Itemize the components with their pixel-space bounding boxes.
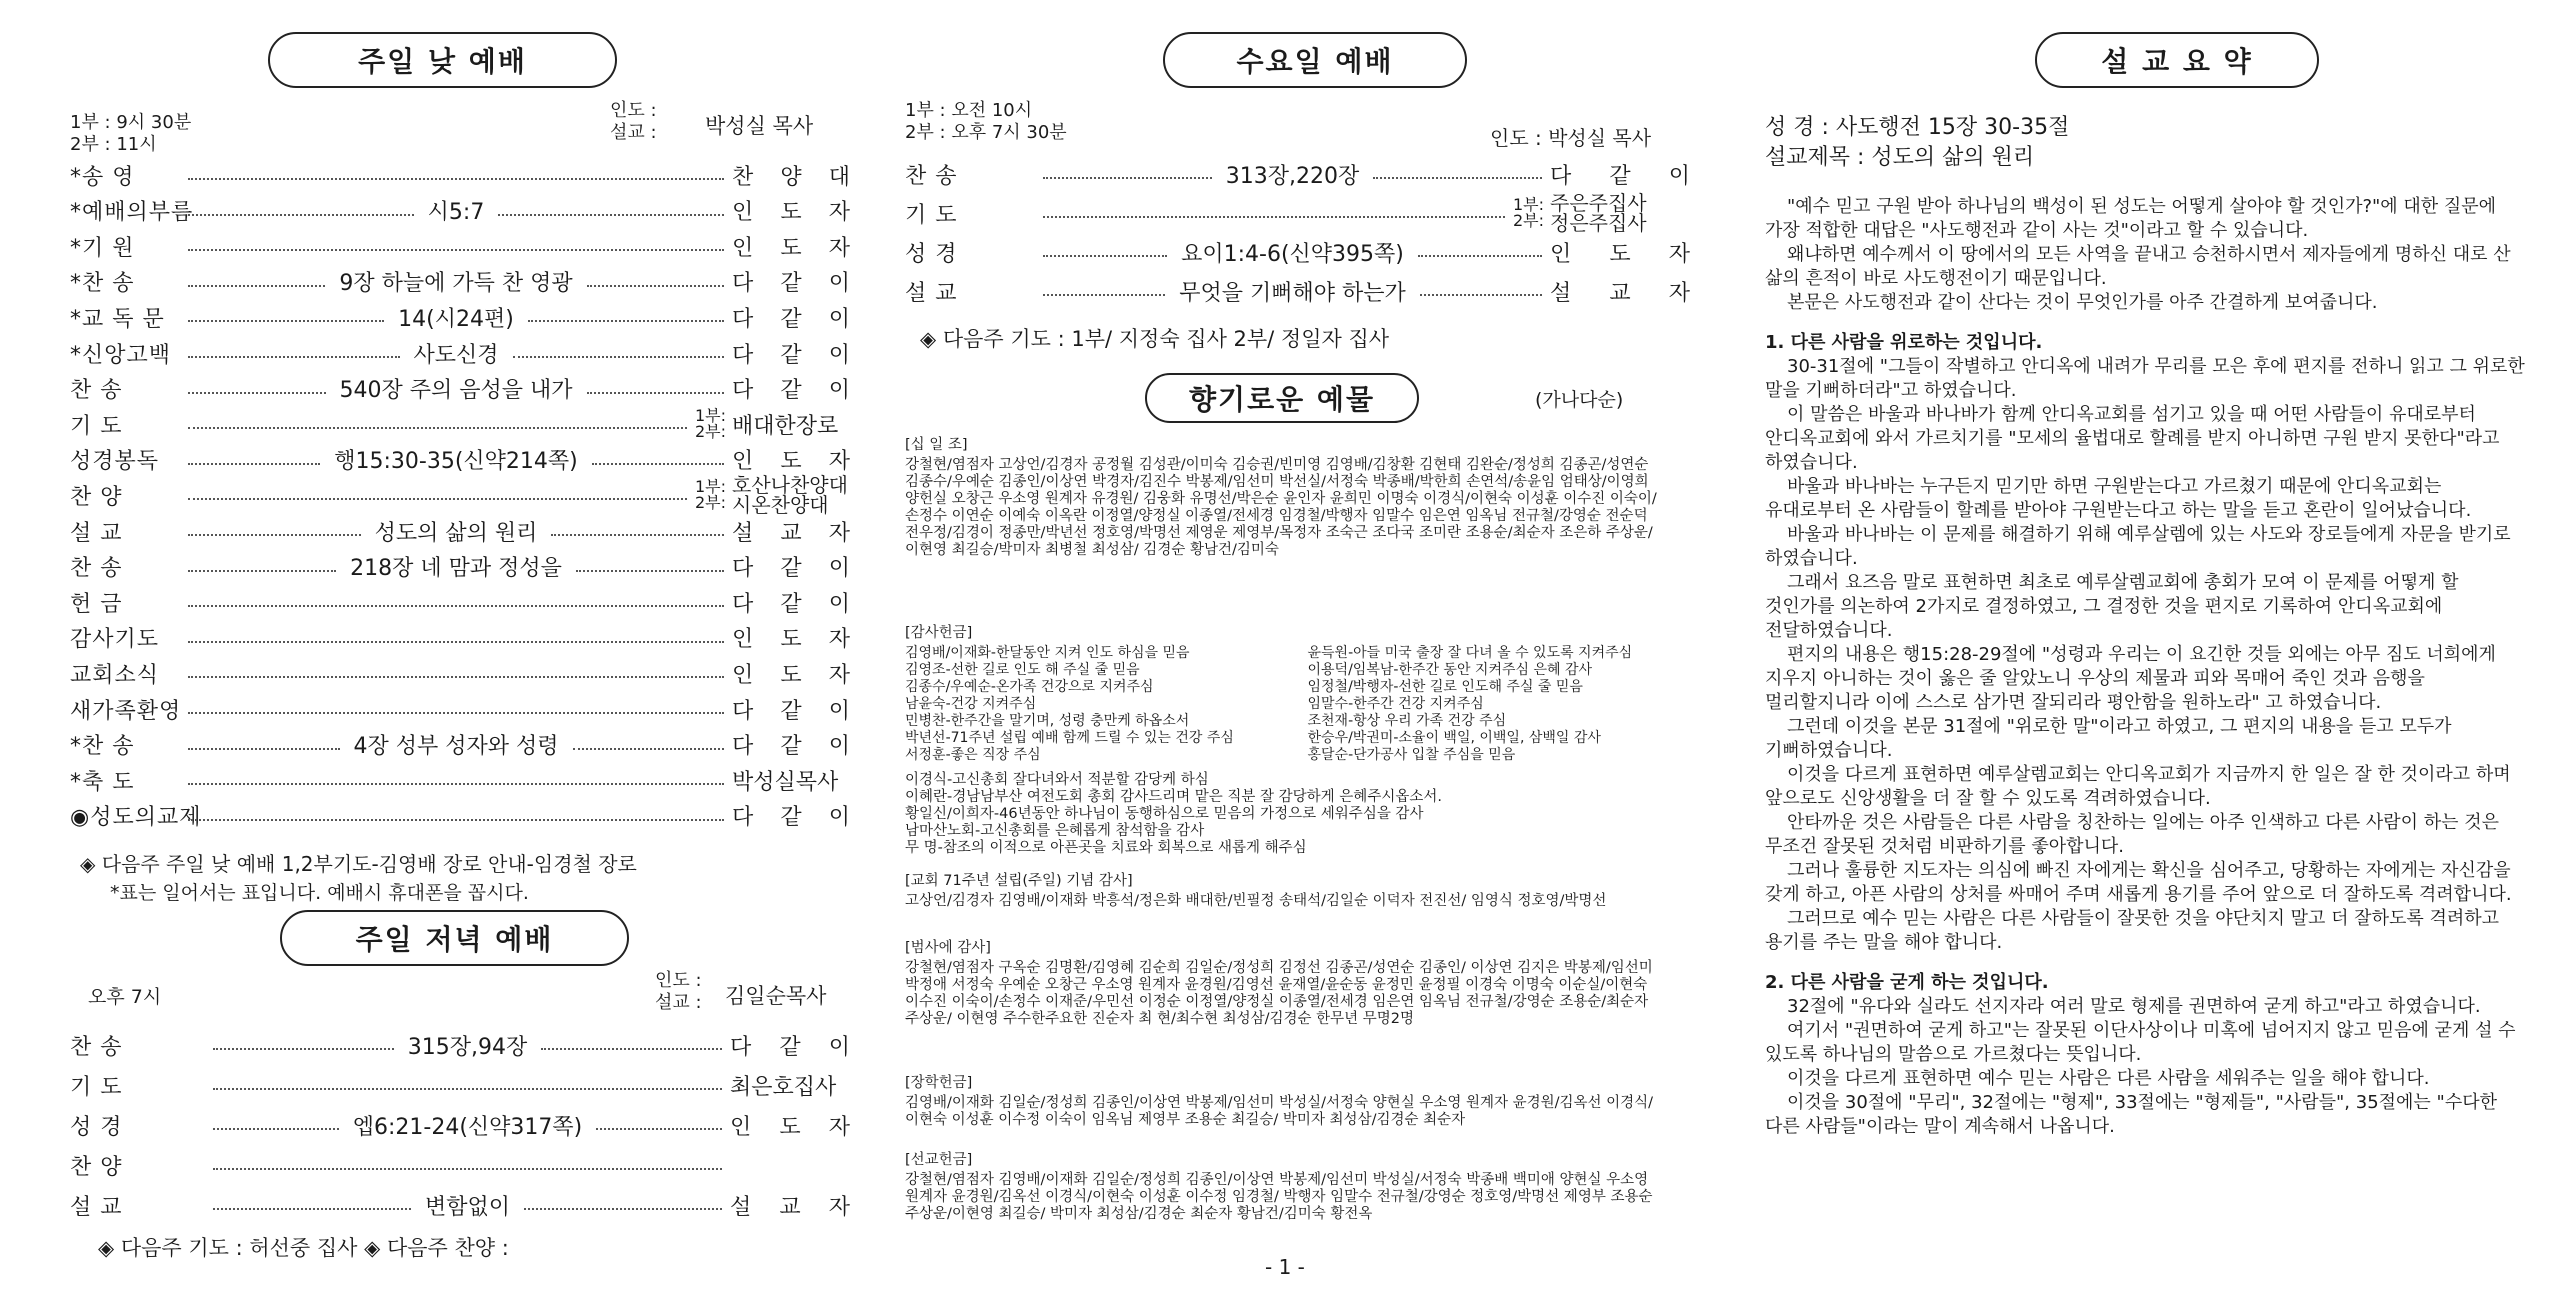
order-row [70, 763, 850, 797]
order-content: 313장,220장 [1220, 159, 1365, 190]
sermon-paragraph: 본문은 사도행전과 같이 산다는 것이 무엇인가를 아주 간결하게 보여줍니다. [1787, 292, 2378, 313]
time-1: 1부 : 9시 30분 [70, 112, 192, 133]
mission-section [905, 1152, 1690, 1223]
gratitude-list: 강철현/염점자 구옥순 김명환/김영혜 김순희 김일순/정성희 김정선 김종곤/성연순 김종인/ 이상연 김지은 박봉제/임선미 박정애 서정숙 우예순 오창근 우소영 원계자 윤경원/김영선 윤재열/윤순동 윤정민 윤정필 이경숙 이명숙 이순실/이현숙 이수진 이숙이/손정수 이재준/우민선 이정순 이정열/양정실 이종열/전세경 임은연 임옥님 전규철/강영순 조용순/최순자 주상운/ 이현영 주수한주요한 진순자 최 현/최수현 최성삼/김경순 한무년 무명2명 [905, 960, 1653, 1027]
leader-dots [213, 1088, 722, 1090]
order-label: 찬 송 [905, 163, 958, 189]
next-week-note: ◈ 다음주 주일 낮 예배 1,2부기도-김영배 장로 안내-임경철 장로 [80, 852, 637, 876]
person-part-1: 호산나찬양대 [732, 473, 848, 498]
order-row [70, 158, 850, 192]
order-row [905, 235, 1690, 269]
order-label: *예배의부름 [70, 200, 194, 226]
leader-label: 인도 : [610, 100, 657, 121]
order-row [70, 407, 850, 441]
order-person: 다 같 이 [732, 556, 850, 582]
thanks-section [905, 625, 1690, 857]
leader-dots [1420, 294, 1542, 296]
offering-order: (가나다순) [1535, 389, 1624, 411]
leader-dots [498, 214, 724, 216]
sermon-paragraph: 30-31절에 "그들이 작별하고 안디옥에 내려가 무리를 모은 후에 편지를 전하니 읽고 그 위로한 말을 기뻐하더라"고 하였습니다. [1765, 356, 2525, 401]
order-row [70, 799, 850, 833]
tithe-list: 강철현/염점자 고상언/김경자 공정월 김성관/이미숙 김승권/빈미영 김영배/김창환 김현태 김완순/정성희 김종곤/성연순 김종수/우예순 김종인/이상연 박경자/김진수 박봉제/임선미 박선실/서정숙 박종배/박한희 손연석/송윤임 엄태상/이영희 양헌실 오창근 우소영 원계자 유경원/ 김웅화 유명선/박은순 윤인자 윤희민 이명숙 이경식/이현숙 이성훈 이수진 이숙이/손정수 이연순 이예숙 이옥란 이정열/양정실 이종열/전세경 임경철/박행자 임말수 임은연 임옥님 전규철/강영순 전순덕 전우정/김경이 정종만/박년선 정호영/박명선 제영운 제영부/목정자 조숙근 조다국 조미란 조용순/최순자 조은하 주상운/이현영 최길승/박미자 최병철 최성삼/ 김경순 황남건/김미숙 [905, 457, 1657, 558]
order-label: 성 경 [70, 1114, 123, 1140]
leader-dots [188, 748, 340, 750]
order-row [70, 194, 850, 228]
order-row [70, 1188, 850, 1222]
order-row [70, 656, 850, 690]
sermon-paragraph: 왜냐하면 예수께서 이 땅에서의 모든 사역을 끝내고 승천하시면서 제자들에게 명하신 대로 산 삶의 흔적이 바로 사도행전이기 때문입니다. [1765, 244, 2511, 289]
preach-label: 설교 : [610, 122, 657, 143]
time-2: 2부 : 11시 [70, 134, 157, 155]
sermon-subject: 설교제목 : 성도의 삶의 원리 [1765, 145, 2035, 170]
order-label: 찬 송 [70, 556, 123, 582]
order-content: 요이1:4-6(신약395쪽) [1175, 237, 1410, 268]
sermon-paragraph: 이것을 다르게 표현하면 예수 믿는 사람은 다른 사람을 세워주는 일을 해야 합니다. [1787, 1068, 2430, 1089]
leader-name: 박성실 목사 [705, 114, 814, 138]
leader-dots [1373, 177, 1542, 179]
leader-dots [188, 214, 414, 216]
order-person: 박성실목사 [732, 769, 839, 795]
order-label: 찬 양 [70, 484, 123, 510]
leader-dots [592, 463, 724, 465]
order-label: 기 도 [70, 413, 123, 439]
sermon-paragraph: 그래서 요즈음 말로 표현하면 최초로 예루살렘교회에 총회가 모여 이 문제를 어떻게 할 것인가를 의논하여 2가지로 결정하였고, 그 결정한 것을 편지로 기록하여 안디옥교회에 전달하였습니다. [1765, 572, 2459, 641]
sunday-day-title: 주일 낮 예배 [268, 32, 617, 88]
part-labels [695, 408, 726, 440]
order-content: 9장 하늘에 가득 찬 영광 [333, 266, 578, 297]
leader-dots [1043, 177, 1212, 179]
leader-dots [1043, 255, 1167, 257]
order-row [70, 473, 850, 518]
leader-dots [213, 1048, 394, 1050]
sunday-worship-column [70, 0, 850, 1295]
order-label: 찬 양 [70, 1154, 123, 1180]
order-row [905, 157, 1690, 191]
sermon-paragraph: 바울과 바나바는 누구든지 믿기만 하면 구원받는다고 가르쳤기 때문에 안디옥교회는 유대로부터 온 사람들이 할례를 받아야 구원받는다고 하는 말을 듣고 혼란이 일어났습니다. [1765, 476, 2472, 521]
leader-dots [213, 1168, 722, 1170]
order-person: 다 같 이 [732, 591, 850, 617]
order-label: ◉성도의교제 [70, 805, 202, 831]
part-1-label: 1부: [694, 477, 726, 497]
leader-labels [610, 100, 657, 144]
sermon-paragraph: 그런데 이것을 본문 31절에 "위로한 말"이라고 하였고, 그 편지의 내용을 듣고 모두가 기뻐하였습니다. [1765, 716, 2452, 761]
order-label: 헌 금 [70, 591, 123, 617]
sermon-paragraph: 이것을 다르게 표현하면 예루살렘교회는 안디옥교회가 지금까지 한 일은 잘 한 것이라고 하며 앞으로도 신앙생활을 더 잘 할 수 있도록 격려하였습니다. [1765, 764, 2511, 809]
scholarship-section [905, 1075, 1690, 1129]
leader-dots [188, 285, 325, 287]
order-content: 218장 네 맘과 정성을 [344, 551, 568, 582]
standing-note: *표는 일어서는 표입니다. 예배시 휴대폰을 꼽시다. [110, 882, 529, 904]
order-person [732, 473, 850, 518]
sermon-point-1-body [1765, 355, 2525, 955]
person-part-1: 주은주집사 [1550, 191, 1647, 215]
order-row [70, 1148, 850, 1182]
leader-dots [513, 356, 725, 358]
evening-leader-labels [655, 970, 702, 1014]
order-label: 성 경 [905, 241, 958, 267]
leader-dots [213, 1208, 411, 1210]
order-person: 다 같 이 [730, 1034, 851, 1060]
order-row [905, 274, 1690, 308]
order-person: 인 도 자 [1550, 241, 1691, 267]
scholarship-list: 김영배/이재화 김일순/정성희 김종인/이상연 박봉제/임선미 박성실/서정숙 양현실 우소영 원계자 윤경원/김옥선 이경식/이현숙 이성훈 이수정 이숙이 임옥님 제영부 조용순 최길승/ 박미자 최성삼/김경순 최순자 [905, 1095, 1654, 1128]
leader-dots [1043, 216, 1505, 218]
wednesday-times [905, 100, 1067, 144]
order-label: 기 도 [905, 202, 958, 228]
sermon-paragraph: 이것을 30절에 "무리", 32절에는 "형제", 33절에는 "형제들", "사람들", 35절에는 "수다한 다른 사람들"이라는 말이 계속해서 나옵니다. [1765, 1092, 2497, 1137]
tithe-heading: [십 일 조] [905, 437, 968, 453]
part-1-label: 1부: [694, 406, 726, 426]
thanks-list-right: 윤득원-아들 미국 출장 잘 다녀 올 수 있도록 지켜주심 이용덕/임복남-한주간 동안 지켜주심 은혜 감사 임정철/박행자-선한 길로 인도해 주실 줄 믿음 임말수-한주간 건강 지켜주심 조천재-항상 우리 가족 건강 주심 한승우/박권미-소율이 백일, 이백일, 삼백일 감사 홍달순-단가공사 입찰 주심을 믿음 [1307, 645, 1633, 763]
wednesday-title: 수요일 예배 [1163, 32, 1467, 88]
order-person: 다 같 이 [1550, 163, 1691, 189]
leader-dots [1043, 294, 1165, 296]
mission-list: 강철현/염점자 김영배/이재화 김일순/정성희 김종인/이상연 박봉제/임선미 박성실/서정숙 박종배 백미애 양현실 우소영 원계자 윤경원/김옥선 이경식/이현숙 이성훈 이수정 임경철/ 박행자 임말수 전규철/강영순 정호영/박명선 제영부 조용순 주상운/이현영 최길승/ 박미자 최성삼/김경순 최순자 황남건/김미숙 황전옥 [905, 1172, 1653, 1222]
sermon-paragraph: 이 말씀은 바울과 바나바가 함께 안디옥교회를 섬기고 있을 때 어떤 사람들이 유대로부터 안디옥교회에 와서 가르치기를 "모세의 율법대로 할례를 받지 아니하면 구원 받지 못한다"라고 하였습니다. [1765, 404, 2500, 473]
sermon-paragraph: 여기서 "권면하여 굳게 하고"는 잘못된 이단사상이나 미혹에 넘어지지 않고 믿음에 굳게 설 수 있도록 하나님의 말씀으로 가르쳤다는 뜻입니다. [1765, 1020, 2516, 1065]
anniversary-section [905, 873, 1690, 910]
order-person: 설 교 자 [1550, 280, 1691, 306]
order-label: 찬 송 [70, 1034, 123, 1060]
sermon-point-2-body [1765, 995, 2525, 1139]
sermon-point-1: 1. 다른 사람을 위로하는 것입니다. [1765, 332, 2043, 353]
order-label: 설 교 [70, 1194, 123, 1220]
anniversary-heading: [교회 71주년 설립(주일) 기념 감사] [905, 873, 1133, 889]
order-row [70, 336, 850, 370]
wednesday-next-note: ◈ 다음주 기도 : 1부/ 지정숙 집사 2부/ 정일자 집사 [920, 327, 1390, 351]
sermon-paragraph: 그러므로 예수 믿는 사람은 다른 사람들이 잘못한 것을 야단치지 말고 더 잘하도록 격려하고 용기를 주는 말을 해야 합니다. [1765, 908, 2500, 953]
order-content: 엡6:21-24(신약317쪽) [347, 1110, 589, 1141]
leader-dots [188, 392, 326, 394]
order-person: 다 같 이 [732, 734, 850, 760]
part-labels [695, 479, 726, 511]
order-label: 기 도 [70, 1074, 123, 1100]
order-row [70, 621, 850, 655]
evening-next-note: ◈ 다음주 기도 : 허선중 집사 ◈ 다음주 찬양 : [98, 1236, 509, 1260]
sunday-day-times [70, 112, 191, 156]
time-2: 2부 : 오후 7시 30분 [905, 122, 1067, 143]
order-person: 다 같 이 [732, 271, 850, 297]
leader-dots [528, 320, 724, 322]
order-label: 설 교 [70, 520, 123, 546]
leader-dots [587, 392, 725, 394]
order-row [905, 191, 1690, 235]
leader-dots [188, 463, 320, 465]
order-label: *신앙고백 [70, 342, 172, 368]
leader-dots [1418, 255, 1542, 257]
evening-leader-name: 김일순목사 [725, 984, 827, 1008]
part-1-label: 1부: [1512, 195, 1544, 214]
anniversary-list: 고상언/김경자 김영배/이재화 박흥석/정은화 배대한/빈필정 송태석/김일순 이덕자 전진선/ 임영식 정호영/박명선 [905, 893, 1607, 909]
sermon-title: 설 교 요 약 [2035, 32, 2319, 88]
wednesday-leader: 인도 : 박성실 목사 [1490, 126, 1652, 150]
order-row [70, 300, 850, 334]
sermon-body [1765, 195, 2525, 1139]
order-person: 다 같 이 [732, 378, 850, 404]
leader-dots [587, 285, 724, 287]
order-label: 새가족환영 [70, 698, 182, 724]
leader-dots [188, 676, 724, 678]
order-row [70, 585, 850, 619]
order-content: 4장 성부 성자와 성령 [348, 729, 565, 760]
person-part-2: 정은주집사 [1550, 211, 1647, 235]
order-person: 인 도 자 [732, 235, 850, 261]
order-content: 시5:7 [422, 195, 491, 226]
tithe-section [905, 437, 1690, 559]
leader-dots [188, 427, 687, 429]
mission-heading: [선교헌금] [905, 1152, 973, 1168]
order-content: 변함없이 [419, 1190, 516, 1221]
order-row [70, 550, 850, 584]
evening-time: 오후 7시 [88, 986, 162, 1008]
thanks-list-left: 김영배/이재화-한달동안 지켜 인도 하심을 믿음 김영조-선한 길로 인도 해 주실 줄 믿음 김종수/우예순-온가족 건강으로 지켜주심 남윤숙-건강 지켜주심 민병찬-한주간을 말기며, 성령 충만케 하옵소서 박년선-71주년 설립 예배 함께 드릴 수 있는 건강 주심 서정훈-좋은 직장 주심 [905, 645, 1234, 763]
order-content: 무엇을 기뻐해야 하는가 [1173, 276, 1412, 307]
scholarship-heading: [장학헌금] [905, 1075, 973, 1091]
leader-dots [188, 641, 724, 643]
order-row [70, 443, 850, 477]
leader-dots [573, 748, 725, 750]
leader-dots [188, 819, 724, 821]
order-label: *축 도 [70, 769, 135, 795]
thanks-heading: [감사헌금] [905, 625, 973, 641]
leader-dots [188, 783, 724, 785]
part-2-label: 2부: [694, 422, 726, 442]
order-person: 다 같 이 [732, 698, 850, 724]
order-label: *찬 송 [70, 271, 135, 297]
leader-dots [188, 320, 384, 322]
order-person: 인 도 자 [732, 627, 850, 653]
order-content: 315장,94장 [402, 1030, 533, 1061]
order-label: 감사기도 [70, 627, 160, 653]
order-person: 배대한장로 [732, 413, 839, 439]
order-person: 설 교 자 [732, 520, 851, 546]
order-label: *기 원 [70, 235, 135, 261]
order-label: 설 교 [905, 280, 958, 306]
sermon-point-2: 2. 다른 사람을 굳게 하는 것입니다. [1765, 972, 2049, 993]
order-row [70, 1108, 850, 1142]
order-person: 인 도 자 [730, 1114, 851, 1140]
leader-dots [188, 712, 724, 714]
order-person: 다 같 이 [732, 342, 851, 368]
sermon-paragraph: 그러나 훌륭한 지도자는 의심에 빠진 자에게는 확신을 심어주고, 당황하는 자에게는 자신감을 갖게 하고, 아픈 사람의 상처를 싸매어 주며 새롭게 용기를 주어 앞으로 더 잘하도록 격려합니다. [1765, 860, 2512, 905]
gratitude-heading: [범사에 감사] [905, 940, 991, 956]
sermon-paragraph: "예수 믿고 구원 받아 하나님의 백성이 된 성도는 어떻게 살아야 할 것인가?"에 대한 질문에 가장 적합한 대답은 "사도행전과 같이 사는 것"이라고 할 수 있습니다. [1765, 196, 2497, 241]
leader-dots [576, 570, 724, 572]
sermon-paragraph: 안타까운 것은 사람들은 다른 사람을 칭찬하는 일에는 아주 인색하고 다른 사람이 하는 것은 무조건 잘못된 것처럼 비판하기를 좋아합니다. [1765, 812, 2500, 857]
sermon-paragraph: 바울과 바나바는 이 문제를 해결하기 위해 예루살렘에 있는 사도와 장로들에게 자문을 받기로 하였습니다. [1765, 524, 2511, 569]
order-row [70, 514, 850, 548]
order-content: 성도의 삶의 원리 [369, 516, 544, 547]
sermon-paragraph: 편지의 내용은 행15:28-29절에 "성령과 우리는 이 요긴한 것들 외에는 아무 짐도 너희에게 지우지 아니하는 것이 옳은 줄 알았노니 우상의 제물과 피와 목매어 죽인 것과 음행을 멀리할지니라 이에 스스로 삼가면 잘되리라 평안함을 원하노라" 고 하였습니다. [1765, 644, 2496, 713]
order-content: 사도신경 [408, 338, 505, 369]
sunday-evening-title: 주일 저녁 예배 [280, 910, 629, 966]
gratitude-section [905, 940, 1690, 1028]
sermon-intro [1765, 195, 2525, 315]
leader-dots [213, 1128, 339, 1130]
leader-dots [188, 356, 400, 358]
order-label: 교회소식 [70, 662, 160, 688]
order-row [70, 229, 850, 263]
order-label: *찬 송 [70, 734, 135, 760]
order-person: 인 도 자 [732, 200, 851, 226]
sermon-scripture: 성 경 : 사도행전 15장 30-35절 [1765, 115, 2070, 140]
order-content: 14(시24편) [392, 302, 520, 333]
leader-dots [188, 570, 336, 572]
order-row [70, 1068, 850, 1102]
offering-title: 향기로운 예물 [1145, 373, 1419, 423]
leader-dots [188, 534, 361, 536]
order-content: 행15:30-35(신약214쪽) [328, 444, 584, 475]
person-part-2: 시온찬양대 [732, 493, 829, 518]
order-person: 최은호집사 [730, 1074, 837, 1100]
wednesday-offering-column [905, 0, 1690, 1295]
thanks-list-tail: 이경식-고신총회 잘다녀와서 적분할 감당케 하심 이혜란-경남남부산 여전도회 총회 감사드리며 맡은 직분 잘 감당하게 은혜주시옵소서. 황일신/이희자-46년동안 하나님이 동행하심으로 믿음의 가정으로 세워주심을 감사 남마산노회-고신총회를 은혜롭게 참석함을 감사 무 명-참조의 이적으로 아픈곳을 치료와 회복으로 새롭게 해주심 [905, 772, 1442, 856]
order-person: 찬 양 대 [732, 164, 850, 190]
leader-dots [188, 178, 724, 180]
order-row [70, 692, 850, 726]
leader-dots [188, 498, 687, 500]
leader-label: 인도 : [655, 970, 702, 991]
order-content: 540장 주의 음성을 내가 [334, 373, 579, 404]
sermon-paragraph: 32절에 "유다와 실라도 선지자라 여러 말로 형제를 권면하여 굳게 하고"라고 하였습니다. [1787, 996, 2481, 1017]
leader-dots [188, 249, 724, 251]
order-person: 인 도 자 [732, 662, 850, 688]
part-2-label: 2부: [694, 493, 726, 513]
leader-dots [541, 1048, 722, 1050]
order-person: 다 같 이 [732, 306, 851, 332]
page-number: - 1 - [1265, 1255, 1305, 1279]
leader-dots [596, 1128, 722, 1130]
order-row [70, 728, 850, 762]
leader-dots [188, 605, 724, 607]
order-row [70, 372, 850, 406]
order-label: 찬 송 [70, 378, 123, 404]
time-1: 1부 : 오전 10시 [905, 100, 1033, 121]
part-2-label: 2부: [1512, 211, 1544, 230]
part-labels [1513, 197, 1544, 229]
preach-label: 설교 : [655, 992, 702, 1013]
order-label: 성경봉독 [70, 449, 160, 475]
leader-dots [551, 534, 724, 536]
order-row [70, 265, 850, 299]
order-person: 설 교 자 [730, 1194, 851, 1220]
order-row [70, 1028, 850, 1062]
leader-dots [524, 1208, 722, 1210]
order-person: 다 같 이 [732, 805, 850, 831]
order-person: 인 도 자 [732, 449, 850, 475]
order-label: *송 영 [70, 164, 135, 190]
order-person [1550, 193, 1690, 233]
sermon-column [1765, 0, 2525, 1295]
order-label: *교 독 문 [70, 306, 165, 332]
